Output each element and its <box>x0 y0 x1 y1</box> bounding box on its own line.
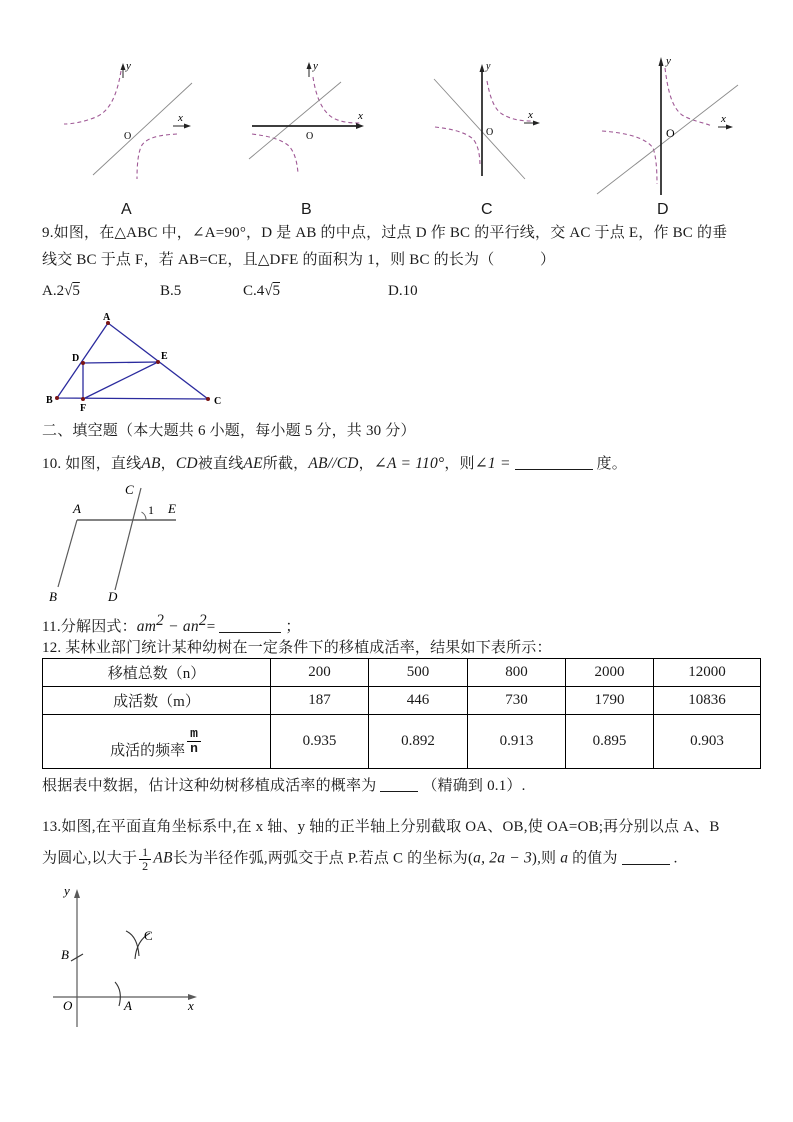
hyperbola-branch-q1 <box>487 81 532 121</box>
row-header-survived: 成活数（m） <box>43 687 271 715</box>
y-axis-label: y <box>666 55 671 67</box>
q10-parallel-lines-figure <box>45 480 190 608</box>
graph-letter-a: A <box>121 201 132 218</box>
hyperbola-branch-q1 <box>665 68 712 126</box>
row-header-frequency: 成活的频率 $\frac{m}{n}$ <box>43 715 271 769</box>
origin-label: O <box>124 131 132 142</box>
hyperbola-branch-q4 <box>137 134 177 179</box>
graph-letter-c: C <box>481 201 493 218</box>
label-o: O <box>63 998 73 1013</box>
hyperbola-branch-q3 <box>435 127 480 167</box>
q9-text-line2: 线交 BC 于点 F，若 AB=CE，且△DFE 的面积为 1，则 BC 的长为（ ） <box>42 252 556 268</box>
y-axis-arrow <box>480 64 485 72</box>
label-d: D <box>72 353 80 364</box>
point-f <box>81 397 85 401</box>
label-f: F <box>80 403 87 414</box>
origin-label: O <box>306 131 314 142</box>
label-b: B <box>46 395 53 406</box>
q9-text-line1: 9.如图，在△ABC 中，∠A=90°，D 是 AB 的中点，过点 D 作 BC 的平行线，交 AC 于点 E，作 BC 的垂 <box>42 225 728 241</box>
table-row-survived <box>43 687 761 715</box>
graph-option-b <box>240 55 390 200</box>
fraction-one-half: $\frac{1}{2}$ <box>139 846 151 872</box>
x-axis-arrow <box>726 125 733 130</box>
cell-survived-3: 730 <box>468 687 566 715</box>
q9-option-b: B.5 <box>160 283 182 299</box>
cell-freq-4: 0.895 <box>566 715 654 769</box>
x-axis-label: x <box>358 110 363 122</box>
hyperbola-branch-q3 <box>252 134 298 173</box>
label-e: E <box>161 351 168 362</box>
graph-option-c <box>420 55 570 200</box>
origin-label: O <box>666 126 675 140</box>
angle-1-arc <box>142 512 147 520</box>
cell-survived-1: 187 <box>271 687 369 715</box>
line-cd <box>115 488 141 590</box>
graph-option-d <box>588 50 760 200</box>
cell-freq-3: 0.913 <box>468 715 566 769</box>
label-a: A <box>73 501 81 516</box>
label-c: C <box>144 928 153 943</box>
diagonal-line <box>93 83 192 175</box>
label-e: E <box>168 501 176 516</box>
x-axis-label: x <box>178 112 183 124</box>
q9-option-a: A.2√5 <box>42 283 80 299</box>
graph-letter-b: B <box>301 201 312 218</box>
q12-note: 根据表中数据，估计这种幼树移植成活率的概率为 （精确到 0.1）. <box>42 778 526 794</box>
label-d: D <box>108 589 118 604</box>
q12-intro: 12. 某林业部门统计某种幼树在一定条件下的移植成活率，结果如下表所示： <box>42 640 552 656</box>
q11-text: 11.分解因式：$am^2 - an^2=$ ； <box>42 612 301 635</box>
fraction-m-over-n: $\frac{m}{n}$ <box>187 727 201 755</box>
y-axis-arrow <box>659 57 664 66</box>
label-b: B <box>49 589 57 604</box>
y-axis-label: y <box>486 61 491 72</box>
cell-freq-5: 0.903 <box>654 715 761 769</box>
segment-fe <box>83 362 158 399</box>
y-axis-label: y <box>126 60 131 72</box>
y-axis-arrow <box>121 63 126 70</box>
point-a-arc <box>115 982 120 1006</box>
cell-survived-4: 1790 <box>566 687 654 715</box>
cell-total-2: 500 <box>369 659 468 687</box>
x-axis-arrow <box>356 123 364 129</box>
survival-rate-table <box>42 658 761 769</box>
label-y: y <box>64 883 70 898</box>
point-b <box>55 396 59 400</box>
point-d <box>81 361 85 365</box>
q13-answer-blank <box>622 849 670 865</box>
q10-text: 10. 如图，直线AB，CD被直线AE所截，AB//CD，∠A = 110°，则∠1 = 度。 <box>42 455 627 472</box>
hyperbola-branch-q2 <box>64 71 121 124</box>
cell-total-3: 800 <box>468 659 566 687</box>
section-heading: 二、填空题（本大题共 6 小题，每小题 5 分，共 30 分） <box>42 423 416 439</box>
row-header-total: 移植总数（n） <box>43 659 271 687</box>
label-a: A <box>124 998 132 1013</box>
triangle-abc <box>57 323 208 399</box>
cell-total-4: 2000 <box>566 659 654 687</box>
table-row-frequency <box>43 715 761 769</box>
label-x: x <box>188 998 194 1013</box>
x-axis-arrow <box>184 124 191 129</box>
q9-option-c: C.4√5 <box>243 283 280 299</box>
segment-de <box>83 362 158 363</box>
cell-freq-2: 0.892 <box>369 715 468 769</box>
label-c: C <box>214 396 222 407</box>
q12-answer-blank <box>380 776 418 792</box>
q13-coordinate-figure <box>45 882 210 1032</box>
x-axis-arrow <box>533 121 540 126</box>
hyperbola-branch-q1 <box>313 77 361 123</box>
q11-answer-blank <box>219 617 281 633</box>
y-axis-arrow <box>307 62 312 69</box>
point-e <box>156 360 160 364</box>
hyperbola-branch-q3 <box>602 131 657 184</box>
cell-freq-1: 0.935 <box>271 715 369 769</box>
q10-answer-blank <box>515 454 593 470</box>
x-axis-label: x <box>528 109 533 121</box>
table-row-total <box>43 659 761 687</box>
origin-label: O <box>486 127 494 138</box>
construction-arc-1 <box>126 931 139 956</box>
q13-text-line2: 为圆心,以大于 $\frac{1}{2}$ AB长为半径作弧,两弧交于点 P.若点 C 的坐标为(a, 2a − 3),则 a 的值为 . <box>42 845 678 873</box>
label-c: C <box>125 482 134 497</box>
diagonal-line <box>249 82 341 159</box>
cell-total-5: 12000 <box>654 659 761 687</box>
y-axis-label: y <box>313 60 318 72</box>
q9-triangle-figure <box>45 310 230 418</box>
x-axis-label: x <box>721 113 726 125</box>
line-ab <box>58 520 77 587</box>
label-a: A <box>103 312 111 323</box>
label-b: B <box>61 947 69 962</box>
y-axis-arrow <box>74 889 80 898</box>
cell-survived-5: 10836 <box>654 687 761 715</box>
graph-option-a <box>60 55 210 200</box>
label-angle-1: 1 <box>148 503 154 517</box>
cell-total-1: 200 <box>271 659 369 687</box>
graph-letter-d: D <box>657 201 669 218</box>
cell-survived-2: 446 <box>369 687 468 715</box>
q13-text-line1: 13.如图,在平面直角坐标系中,在 x 轴、y 轴的正半轴上分别截取 OA、OB,使 OA=OB;再分别以点 A、B <box>42 819 720 835</box>
point-c <box>206 397 210 401</box>
q9-option-d: D.10 <box>388 283 418 299</box>
q9-options <box>42 283 562 303</box>
